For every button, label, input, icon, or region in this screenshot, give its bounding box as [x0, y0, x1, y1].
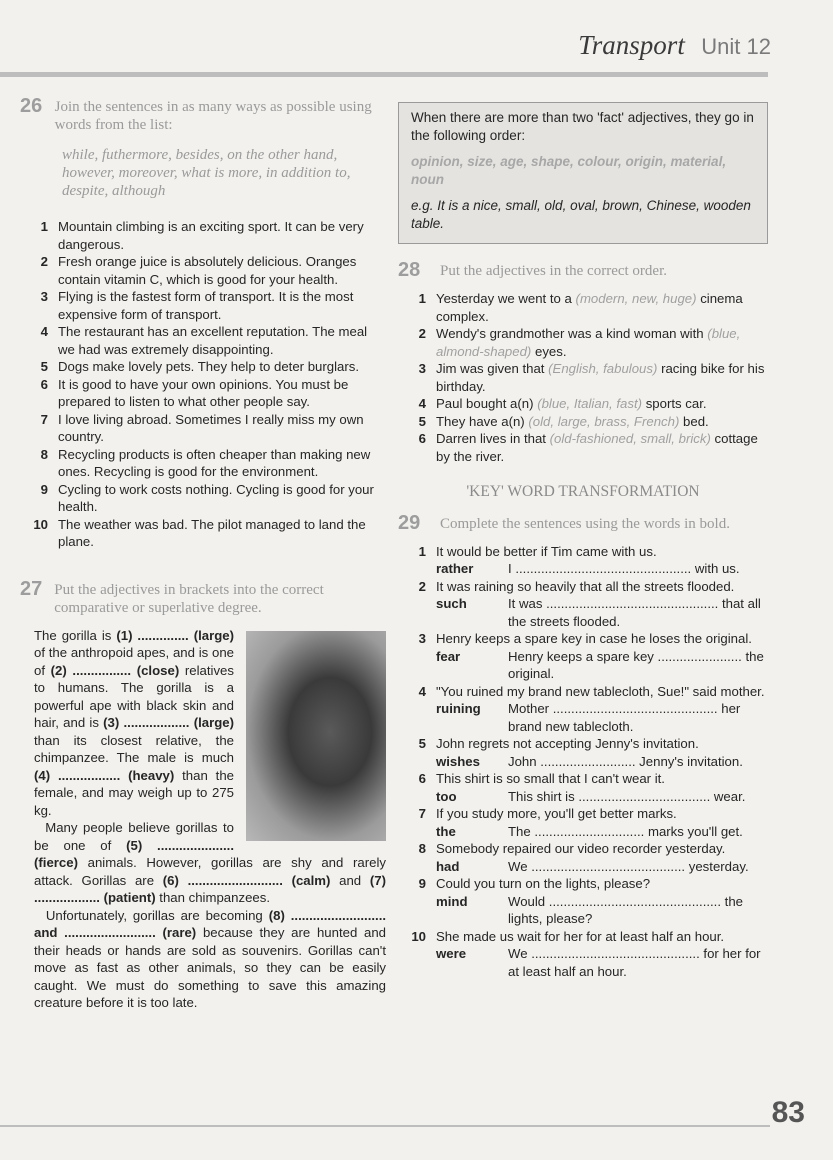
- ex27-text-part: relatives to humans. The gorilla is a powerful ape with black skin and hair, and is: [34, 662, 234, 730]
- ex27-instruction: Put the adjectives in brackets into the correct comparative or superlative degree.: [54, 581, 324, 616]
- ex28-item: [398, 430, 768, 465]
- bottom-rule: [0, 1125, 770, 1127]
- ex26-item: [20, 446, 386, 481]
- key-word: rather: [436, 561, 474, 576]
- rewrite-line[interactable]: I ................................................ with us.: [508, 561, 740, 576]
- adjective-hint: (blue, Italian, fast): [537, 396, 643, 411]
- adjective-hint: (English, fabulous): [548, 361, 658, 376]
- item-sentence: It was raining so heavily that all the streets flooded.: [436, 578, 735, 594]
- item-text: [436, 290, 768, 325]
- ex27-gap[interactable]: (6) .......................... (calm): [162, 872, 331, 888]
- key-word-row: [436, 560, 768, 578]
- item-number: 6: [418, 431, 426, 446]
- key-word: were: [436, 946, 467, 961]
- ex27-gap[interactable]: (3) .................. (large): [103, 715, 234, 730]
- item-body: [436, 735, 768, 770]
- key-word: the: [436, 823, 456, 839]
- item-sentence: Could you turn on the lights, please?: [436, 876, 651, 891]
- item-body: [436, 875, 768, 928]
- item-body: [436, 840, 768, 875]
- item-text: [436, 360, 768, 395]
- item-text: [436, 325, 768, 360]
- ex26-items: [20, 218, 386, 551]
- ex26-item: [20, 288, 386, 323]
- item-number: 1: [40, 219, 48, 234]
- item-number: 5: [418, 736, 426, 751]
- rule-order: opinion, size, age, shape, colour, origin, material, noun: [411, 154, 727, 187]
- ex29-item: [398, 578, 768, 631]
- item-number: 2: [418, 578, 426, 594]
- ex28-number: 28: [398, 259, 421, 281]
- item-body: [436, 928, 768, 981]
- ex28-item: [398, 395, 768, 413]
- item-number: 1: [418, 291, 426, 306]
- item-number: 7: [40, 411, 48, 427]
- item-number: 4: [40, 324, 48, 339]
- item-number: 6: [418, 771, 426, 786]
- item-text-before: Darren lives in that: [436, 431, 546, 446]
- item-number: 10: [33, 516, 48, 532]
- ex29-item: [398, 805, 768, 840]
- ex29-item: [398, 840, 768, 875]
- item-body: [436, 683, 768, 736]
- ex29-item: [398, 770, 768, 805]
- ex29-item: [398, 928, 768, 981]
- item-text: The weather was bad. The pilot managed to land the plane.: [58, 516, 366, 549]
- item-text: Recycling products is often cheaper than making new ones. Recycling is good for the environment.: [58, 446, 371, 479]
- ex27-text-part: The gorilla is: [34, 627, 112, 643]
- item-number: 3: [418, 361, 426, 376]
- ex29-item: [398, 630, 768, 683]
- item-text: [436, 430, 768, 465]
- ex27-gap[interactable]: (8) .......................... and ......................... (rare): [34, 907, 387, 940]
- key-word-row: [436, 700, 768, 735]
- item-number: 3: [40, 289, 48, 304]
- ex27-text-part: than the female, and may weigh up to 275 kg.: [34, 767, 234, 818]
- right-column: [398, 102, 768, 980]
- item-text: Mountain climbing is an exciting sport. It can be very dangerous.: [58, 219, 364, 252]
- adjective-hint: (blue, almond-shaped): [436, 326, 741, 359]
- rewrite-line[interactable]: This shirt is .................................... wear.: [508, 788, 746, 804]
- ex26-item: [20, 253, 386, 288]
- top-rule: [0, 72, 768, 77]
- item-text-before: They have a(n): [436, 413, 525, 429]
- ex28-item: [398, 413, 768, 431]
- rewrite-line[interactable]: The .............................. marks you'll get.: [508, 823, 743, 839]
- key-word: had: [436, 858, 460, 874]
- ex28-instruction: Put the adjectives in the correct order.: [440, 263, 667, 279]
- ex29-item: [398, 543, 768, 578]
- ex26-number: 26: [20, 95, 43, 117]
- adjective-hint: (old, large, brass, French): [528, 413, 680, 429]
- item-text-after: bed.: [683, 413, 709, 429]
- ex26-item: [20, 323, 386, 358]
- item-number: 10: [411, 928, 426, 944]
- ex26-heading: [20, 95, 386, 134]
- item-text-before: Paul bought a(n): [436, 396, 534, 411]
- ex27-text-part: Many people believe gorillas to be one of: [34, 820, 235, 853]
- ex26-instruction: Join the sentences in as many ways as possible using words from the list:: [54, 99, 372, 133]
- page-number: 83: [771, 1096, 805, 1129]
- ex28-item: [398, 290, 768, 325]
- rewrite-line[interactable]: Henry keeps a spare key ....................... the original.: [508, 648, 764, 681]
- item-number: 9: [418, 876, 426, 891]
- item-text: Flying is the fastest form of transport. It is the most expensive form of transport.: [58, 289, 354, 322]
- ex27-text-part: of the anthropoid apes, and is one of: [34, 645, 234, 678]
- ex28-item: [398, 325, 768, 360]
- item-number: 4: [418, 396, 426, 411]
- ex27-text-part: and: [339, 872, 362, 888]
- ex27-text-part: because they are hunted and their heads or hands are sold as souvenirs. Gorillas can't move as fast as other animals, so they can be easily caught. We must do something to save this amazing creature before it is too late.: [34, 925, 386, 1010]
- ex27-gap[interactable]: (7) .................. (patient): [34, 872, 386, 905]
- rewrite-line[interactable]: We .......................................... yesterday.: [508, 858, 749, 874]
- ex28-heading: [398, 259, 768, 281]
- ex28-items: [398, 290, 768, 465]
- rewrite-line[interactable]: It was ............................................... that all the streets flooded.: [508, 596, 761, 629]
- key-word: fear: [436, 648, 461, 664]
- item-number: 2: [418, 326, 426, 341]
- item-sentence: John regrets not accepting Jenny's invitation.: [436, 736, 699, 751]
- ex28-item: [398, 360, 768, 395]
- ex26-item: [20, 481, 386, 516]
- section-title: 'KEY' WORD TRANSFORMATION: [466, 483, 700, 500]
- ex26-item: [20, 516, 386, 551]
- item-number: 5: [40, 359, 48, 374]
- item-number: 8: [418, 841, 426, 856]
- ex27-gap[interactable]: (4) ................. (heavy): [34, 767, 175, 783]
- ex27-gap[interactable]: (2) ................ (close): [50, 662, 180, 678]
- ex27-gap[interactable]: (1) .............. (large): [116, 627, 234, 643]
- key-word: wishes: [436, 753, 480, 769]
- ex29-items: [398, 543, 768, 981]
- ex27-text-part: than its closest relative, the chimpanzee. The male is much: [34, 732, 234, 765]
- item-body: [436, 805, 768, 840]
- item-text-after: racing bike for his birthday.: [436, 361, 765, 394]
- item-sentence: Henry keeps a spare key in case he loses the original.: [436, 631, 752, 646]
- ex26-item: [20, 376, 386, 411]
- key-word-row: [436, 945, 768, 980]
- key-word-row: [436, 595, 768, 630]
- rule-intro: When there are more than two 'fact' adjectives, they go in the following order:: [411, 110, 754, 143]
- item-sentence: "You ruined my brand new tablecloth, Sue!" said mother.: [436, 683, 765, 699]
- item-number: 1: [418, 543, 426, 559]
- gorilla-photo: [246, 631, 386, 841]
- rewrite-line[interactable]: Would ............................................... the lights, please?: [508, 893, 744, 926]
- item-number: 2: [40, 254, 48, 269]
- key-word: ruining: [436, 701, 481, 716]
- item-text: I love living abroad. Sometimes I really miss my own country.: [58, 411, 364, 444]
- key-word-row: [436, 753, 768, 771]
- ex29-number: 29: [398, 511, 421, 534]
- item-sentence: It would be better if Tim came with us.: [436, 543, 657, 559]
- item-text: Dogs make lovely pets. They help to deter burglars.: [58, 359, 360, 374]
- item-text: The restaurant has an excellent reputation. The meal we had was extremely disappointing.: [58, 324, 368, 357]
- ex26-item: [20, 411, 386, 446]
- item-text-after: sports car.: [645, 396, 707, 411]
- key-word-row: [436, 788, 768, 806]
- ex27-text-part: Unfortunately, gorillas are becoming: [45, 907, 263, 923]
- item-number: 3: [418, 631, 426, 646]
- ex29-item: [398, 683, 768, 736]
- ex29-heading: [398, 511, 768, 534]
- key-word-row: [436, 648, 768, 683]
- adjective-hint: (old-fashioned, small, brick): [549, 431, 711, 446]
- key-word: such: [436, 596, 467, 611]
- item-sentence: This shirt is so small that I can't wear it.: [436, 771, 665, 786]
- rule-example: e.g. It is a nice, small, old, oval, brown, Chinese, wooden table.: [411, 198, 751, 231]
- unit-label: Unit 12: [701, 34, 771, 59]
- key-word-row: [436, 893, 768, 928]
- chapter-title: Transport: [578, 30, 685, 60]
- item-sentence: If you study more, you'll get better marks.: [436, 806, 677, 821]
- item-body: [436, 630, 768, 683]
- item-text: Cycling to work costs nothing. Cycling is good for your health.: [58, 481, 374, 514]
- ex29-item: [398, 875, 768, 928]
- item-body: [436, 543, 768, 578]
- key-word: too: [436, 788, 457, 804]
- rewrite-line[interactable]: We .............................................. for her for at least half an hour.: [508, 946, 761, 979]
- item-body: [436, 770, 768, 805]
- ex29-instruction: Complete the sentences using the words in bold.: [440, 515, 730, 532]
- item-text-before: Jim was given that: [436, 361, 545, 376]
- ex26-wordlist: while, futhermore, besides, on the other hand, however, moreover, what is more, in addition to, despite, although: [62, 147, 351, 199]
- ex27-gap[interactable]: (5) ..................... (fierce): [34, 837, 234, 870]
- item-text-after: eyes.: [534, 343, 567, 359]
- item-number: 5: [418, 413, 426, 429]
- left-column: [20, 95, 387, 1012]
- ex27-text: [20, 627, 386, 1012]
- ex27-number: 27: [20, 577, 43, 600]
- ex27-heading: [20, 577, 386, 617]
- page-header: [578, 30, 771, 61]
- ex27-text-part: than chimpanzees.: [159, 890, 270, 905]
- rewrite-line[interactable]: Mother ............................................. her brand new tablecloth.: [508, 701, 741, 734]
- item-sentence: Somebody repaired our video recorder yesterday.: [436, 841, 726, 856]
- item-text: Fresh orange juice is absolutely delicious. Oranges contain vitamin C, which is good for your health.: [58, 254, 357, 287]
- item-body: [436, 578, 768, 631]
- item-text: It is good to have your own opinions. You must be prepared to listen to what other people say.: [58, 376, 349, 409]
- item-text-after: cottage by the river.: [436, 431, 758, 464]
- key-word-row: [436, 858, 768, 876]
- key-word: mind: [436, 893, 468, 909]
- item-number: 6: [40, 376, 48, 392]
- item-number: 9: [40, 481, 48, 497]
- item-number: 4: [418, 683, 426, 699]
- ex29-item: [398, 735, 768, 770]
- item-text-before: Yesterday we went to a: [436, 291, 572, 306]
- item-text: [436, 395, 768, 413]
- ex26-item: [20, 218, 386, 253]
- ex27-text-part: animals. However, gorillas are shy and rarely attack. Gorillas are: [34, 855, 386, 888]
- item-text-after: cinema complex.: [436, 291, 743, 324]
- grammar-rule-box: [398, 102, 768, 244]
- adjective-hint: (modern, new, huge): [575, 291, 697, 306]
- rewrite-line[interactable]: John .......................... Jenny's invitation.: [508, 753, 743, 769]
- item-sentence: She made us wait for her for at least half an hour.: [436, 928, 725, 944]
- item-text: [436, 413, 768, 431]
- ex26-item: [20, 358, 386, 376]
- key-word-row: [436, 823, 768, 841]
- item-number: 8: [40, 446, 48, 462]
- item-text-before: Wendy's grandmother was a kind woman with: [436, 326, 704, 341]
- item-number: 7: [418, 806, 426, 821]
